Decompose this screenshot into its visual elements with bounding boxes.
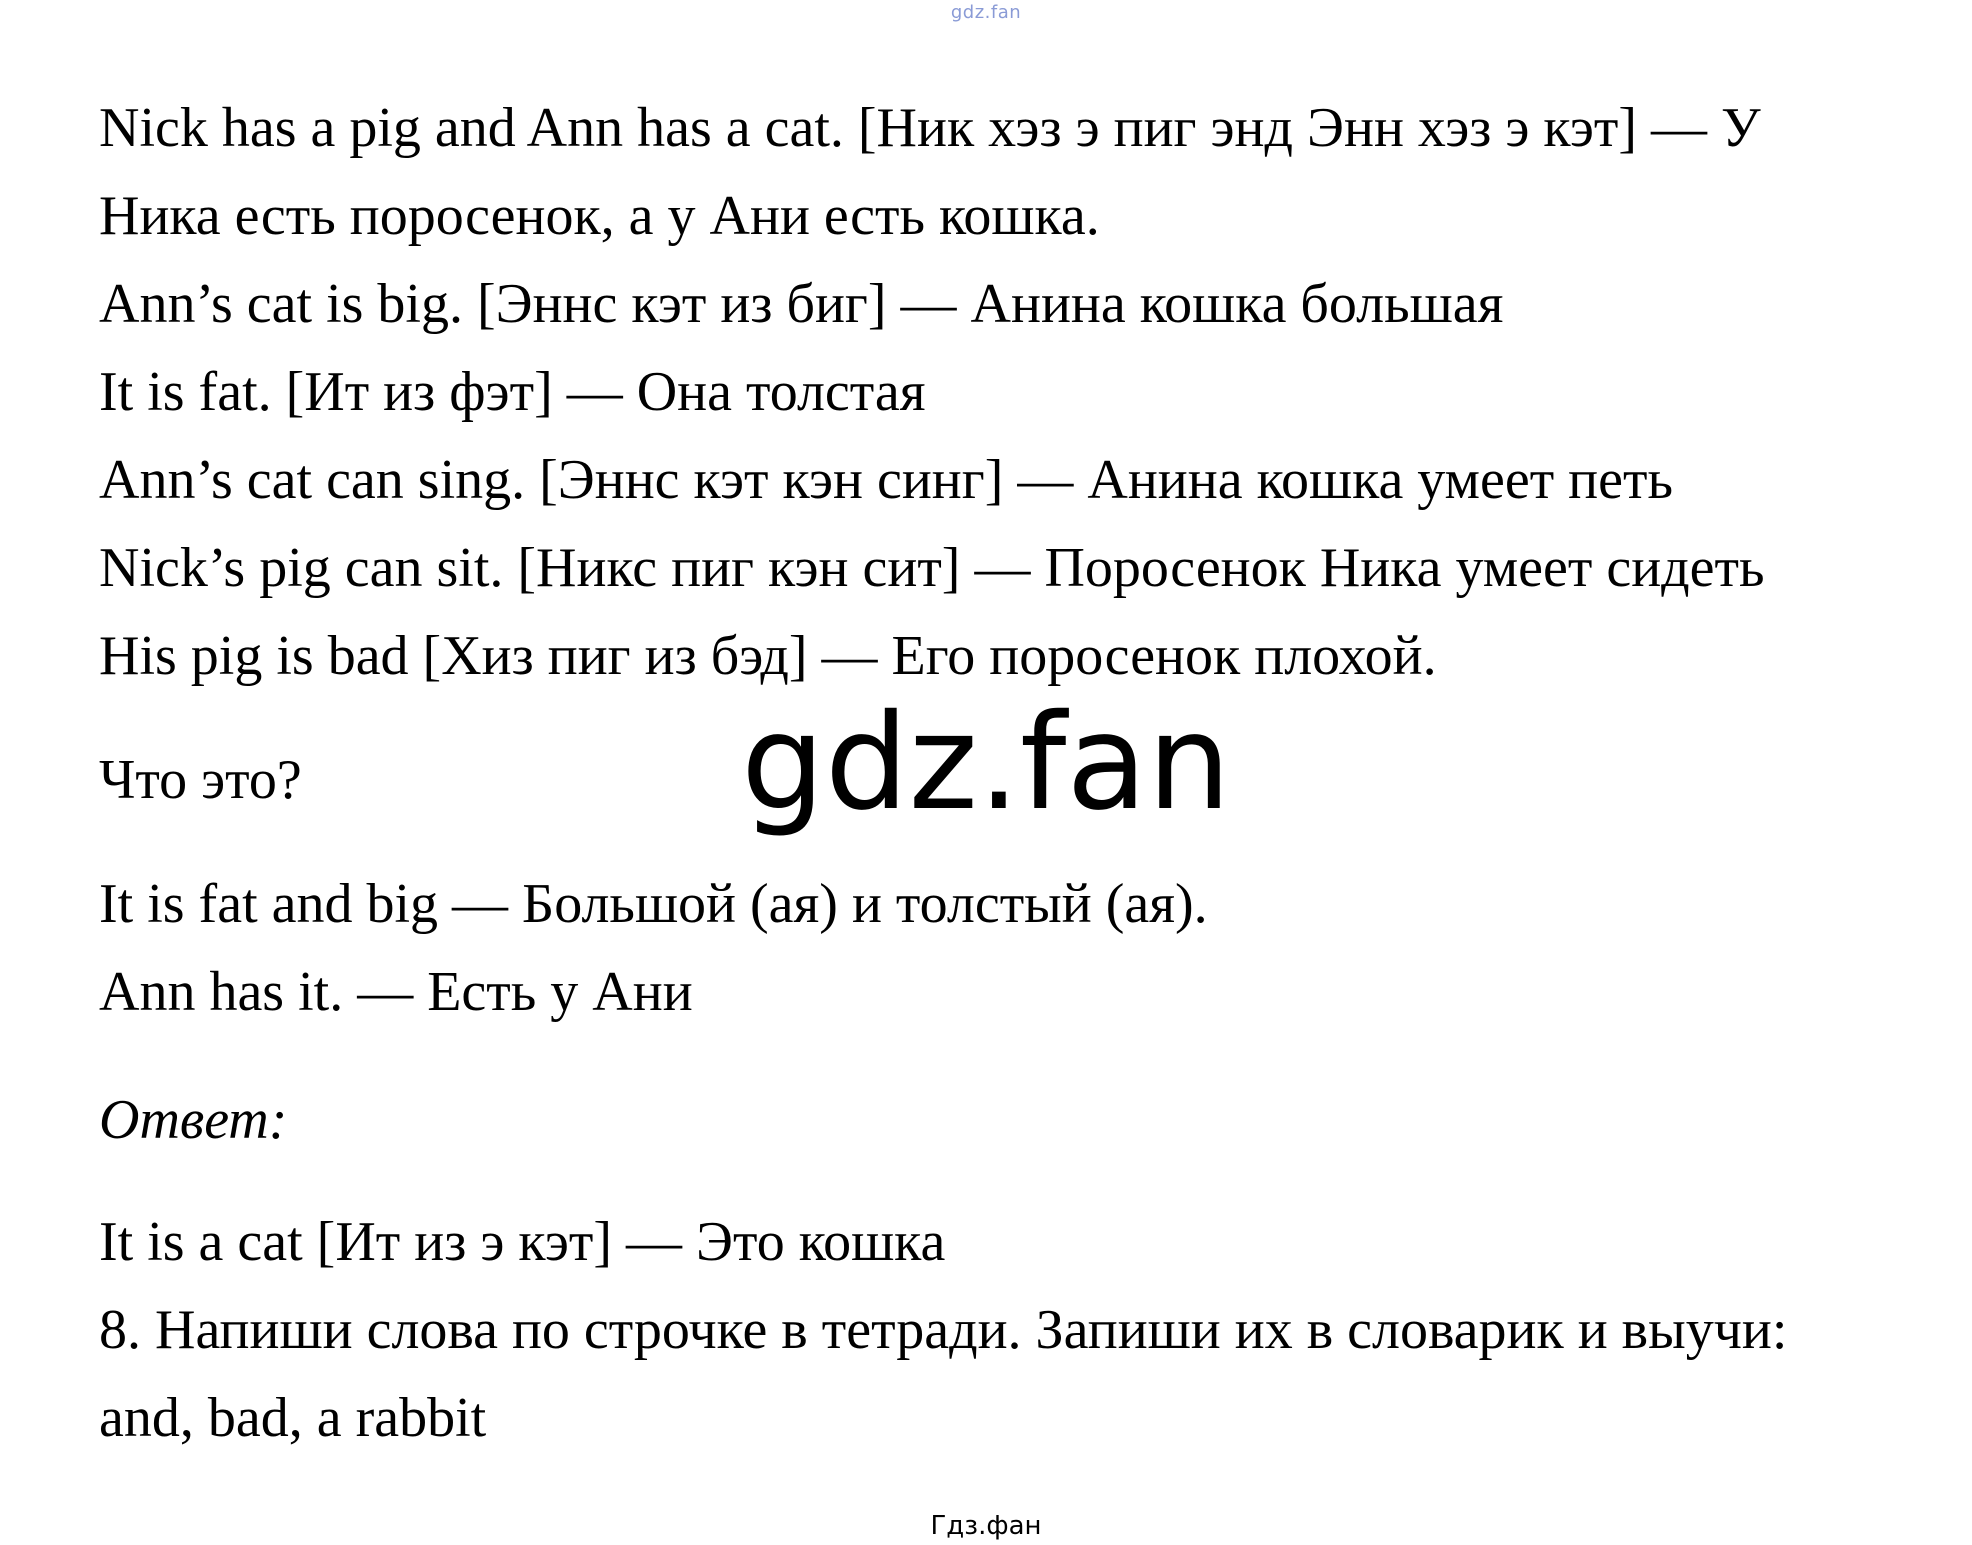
answer-label: Ответ: — [99, 1089, 288, 1151]
text-line: It is fat. [Ит из фэт] — Она толстая — [99, 361, 926, 423]
text-line: Ann has it. — Есть у Ани — [99, 961, 693, 1023]
text-line: It is a cat [Ит из э кэт] — Это кошка — [99, 1211, 946, 1273]
footer-site-name: Гдз.фан — [930, 1511, 1042, 1541]
question-text: Что это? — [99, 749, 302, 811]
document-body — [99, 84, 1899, 1462]
text-line: Ника есть поросенок, а у Ани есть кошка. — [99, 185, 1100, 247]
text-line: His pig is bad [Хиз пиг из бэд] — Его поросенок плохой. — [99, 625, 1437, 687]
text-line: and, bad, a rabbit — [99, 1387, 487, 1449]
text-line: Ann’s cat can sing. [Эннс кэт кэн синг] — Анина кошка умеет петь — [99, 449, 1674, 511]
text-line: 8. Напиши слова по строчке в тетради. Запиши их в словарик и выучи: — [99, 1299, 1788, 1361]
text-line: Nick’s pig can sit. [Никс пиг кэн сит] — Поросенок Ника умеет сидеть — [99, 537, 1765, 599]
text-line: Nick has a pig and Ann has a cat. [Ник хэз э пиг энд Энн хэз э кэт] — У — [99, 97, 1761, 159]
site-mark-top: gdz.fan — [950, 2, 1022, 23]
watermark: gdz.fan — [741, 686, 1231, 840]
text-line: It is fat and big — Большой (ая) и толстый (ая). — [99, 873, 1208, 935]
text-line: Ann’s cat is big. [Эннс кэт из биг] — Анина кошка большая — [99, 273, 1504, 335]
